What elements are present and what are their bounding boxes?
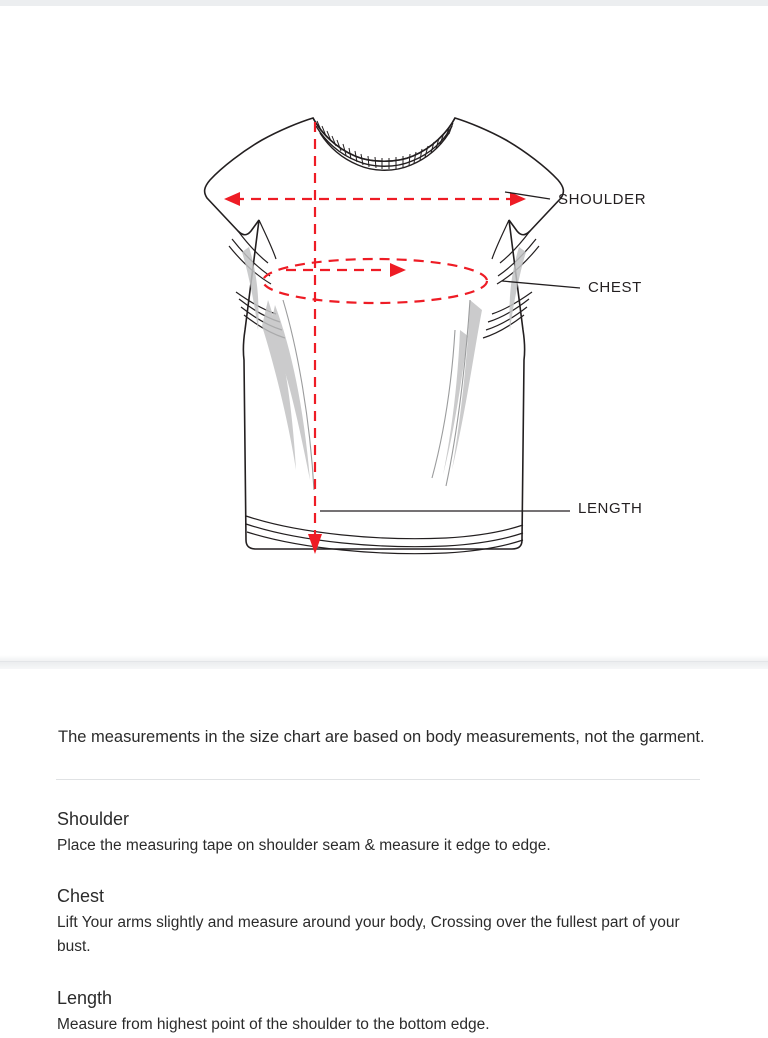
section-title-length: Length (57, 988, 113, 1008)
callout-label-length: LENGTH (578, 500, 643, 517)
section-title-chest: Chest (57, 886, 105, 906)
tshirt-outline (205, 118, 564, 549)
instruction-section-shoulder (57, 809, 717, 858)
section-body-length: Measure from highest point of the shoulder to the bottom edge. (57, 1016, 490, 1033)
section-body-chest: Lift Your arms slightly and measure around your body, Crossing over the fullest part of your bust. (57, 914, 680, 955)
measurement-instructions (0, 669, 768, 1038)
section-divider-band (0, 655, 768, 669)
instruction-section-chest (57, 886, 717, 959)
section-divider-line (0, 661, 768, 662)
callout-label-chest: CHEST (588, 279, 642, 296)
section-body-shoulder: Place the measuring tape on shoulder seam & measure it edge to edge. (57, 837, 551, 854)
intro-divider (56, 779, 700, 780)
instruction-section-length (57, 988, 717, 1037)
section-title-shoulder: Shoulder (57, 809, 130, 829)
intro-text: The measurements in the size chart are based on body measurements, not the garment. (58, 727, 705, 746)
callout-label-shoulder: SHOULDER (558, 191, 647, 208)
